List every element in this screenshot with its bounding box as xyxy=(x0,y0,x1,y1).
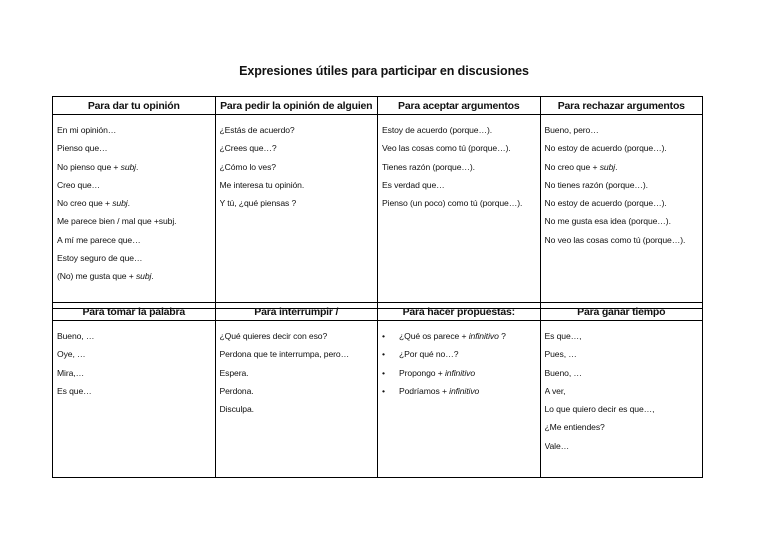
expression-text: Estoy seguro de que… xyxy=(57,253,143,264)
expression-cell xyxy=(53,321,216,478)
expression-italic: subj xyxy=(599,161,616,172)
expression-text: Es que…, xyxy=(544,331,582,341)
expression-text: Oye, … xyxy=(57,349,86,360)
expression-line xyxy=(382,382,536,400)
expression-text: No tienes razón (porque…). xyxy=(544,179,648,190)
expression-line xyxy=(382,345,536,363)
expression-line xyxy=(545,121,699,139)
expression-cell xyxy=(53,115,216,309)
expression-line xyxy=(57,194,211,212)
expression-line xyxy=(545,139,699,157)
expression-italic: infinitivo xyxy=(468,331,499,341)
expression-line xyxy=(220,176,374,194)
expression-text: Bueno, … xyxy=(544,367,582,378)
expression-text: Y tú, ¿qué piensas ? xyxy=(219,198,297,209)
expression-text: Lo que quiero decir es que…, xyxy=(544,404,655,415)
expression-text: A mí me parece que… xyxy=(57,234,141,245)
expression-line xyxy=(545,212,699,230)
expression-italic: subj xyxy=(120,161,136,172)
expression-text: ¿Cómo lo ves? xyxy=(219,161,276,172)
column-header: Para interrumpir / xyxy=(215,303,378,321)
expression-cell xyxy=(540,115,703,309)
expression-cell xyxy=(540,321,703,478)
expression-italic: infinitivo xyxy=(444,367,476,378)
expression-line xyxy=(57,121,211,139)
expression-cell xyxy=(378,321,541,478)
expression-line xyxy=(545,194,699,212)
expression-text: ¿Qué quieres decir con eso? xyxy=(219,331,328,341)
expression-line xyxy=(220,327,374,345)
column-header: Para pedir la opinión de alguien xyxy=(215,97,378,115)
expression-line xyxy=(220,158,374,176)
expression-line xyxy=(57,231,211,249)
expression-text: No pienso que + xyxy=(57,161,121,172)
expression-line xyxy=(57,382,211,400)
expression-line xyxy=(545,418,699,436)
column-header: Para ganar tiempo xyxy=(540,303,703,321)
expression-line xyxy=(545,437,699,455)
expression-line xyxy=(57,364,211,382)
expression-text: Veo las cosas como tú (porque…). xyxy=(382,143,511,154)
expression-text: No me gusta esa idea (porque…). xyxy=(544,216,671,227)
expression-line xyxy=(382,176,536,194)
expression-text: Es que… xyxy=(57,385,92,396)
expression-text: Espera. xyxy=(219,367,249,378)
expression-line xyxy=(220,364,374,382)
expression-line xyxy=(220,382,374,400)
expression-text: Es verdad que… xyxy=(382,179,445,190)
expression-line xyxy=(382,364,536,382)
expression-text: ¿Estás de acuerdo? xyxy=(219,125,295,135)
expression-text: No estoy de acuerdo (porque…). xyxy=(544,198,667,209)
document-title: Expresiones útiles para participar en discusiones xyxy=(239,64,529,78)
expression-italic: subj xyxy=(112,198,128,209)
expression-line xyxy=(220,400,374,418)
expression-line xyxy=(57,139,211,157)
expression-text: Pienso (un poco) como tú (porque…). xyxy=(382,198,523,209)
expression-line xyxy=(57,345,211,363)
expression-suffix: . xyxy=(127,198,130,209)
expression-text: Pues, … xyxy=(544,349,577,360)
expression-text: No estoy de acuerdo (porque…). xyxy=(544,143,667,154)
expression-text: ¿Por qué no…? xyxy=(399,349,459,360)
expression-cell xyxy=(378,115,541,309)
expression-line xyxy=(545,382,699,400)
expression-text: Disculpa. xyxy=(219,404,254,415)
expression-line xyxy=(57,176,211,194)
expression-text: Perdona que te interrumpa, pero… xyxy=(219,349,350,360)
expression-line xyxy=(382,194,536,212)
expression-text: En mi opinión… xyxy=(57,125,117,135)
bullet-icon: • xyxy=(382,349,385,360)
expression-text: Mira,… xyxy=(57,367,85,378)
bullet-icon: • xyxy=(382,331,385,341)
expression-line xyxy=(545,400,699,418)
column-header: Para aceptar argumentos xyxy=(378,97,541,115)
expression-text: ¿Me entiendes? xyxy=(544,422,605,433)
expression-text: A ver, xyxy=(544,385,566,396)
expression-line xyxy=(220,121,374,139)
expression-line xyxy=(545,345,699,363)
expression-text: Podríamos + xyxy=(399,385,450,396)
expression-italic: infinitivo xyxy=(449,385,480,396)
expression-text: (No) me gusta que + xyxy=(57,271,136,282)
expression-text: No creo que + xyxy=(57,198,113,209)
expression-line xyxy=(545,176,699,194)
expression-text: ¿Qué os parece + xyxy=(399,331,469,341)
opinion-expressions-table xyxy=(52,96,703,309)
expression-text: Creo que… xyxy=(57,179,101,190)
expression-text: Me interesa tu opinión. xyxy=(219,179,305,190)
expression-line xyxy=(545,231,699,249)
expression-text: Propongo + xyxy=(399,367,445,378)
expression-text: Bueno, pero… xyxy=(544,125,599,135)
expression-text: Perdona. xyxy=(219,385,254,396)
expression-cell xyxy=(215,321,378,478)
expression-line xyxy=(382,121,536,139)
expression-text: No veo las cosas como tú (porque…). xyxy=(544,234,686,245)
expression-line xyxy=(57,249,211,267)
discussion-moves-table xyxy=(52,302,703,478)
expression-line xyxy=(545,327,699,345)
expression-line xyxy=(382,158,536,176)
expression-line xyxy=(382,327,536,345)
expression-text: No creo que + xyxy=(544,161,600,172)
expression-line xyxy=(57,212,211,230)
expression-text: Pienso que… xyxy=(57,143,108,154)
expression-line xyxy=(545,158,699,176)
expression-line xyxy=(57,327,211,345)
expression-line xyxy=(220,345,374,363)
expression-text: Vale… xyxy=(544,440,570,451)
column-header: Para tomar la palabra xyxy=(53,303,216,321)
expression-line xyxy=(545,364,699,382)
expression-line xyxy=(57,267,211,285)
column-header: Para dar tu opinión xyxy=(53,97,216,115)
expression-suffix: ? xyxy=(498,331,506,341)
expression-suffix: . xyxy=(136,161,139,172)
column-header: Para hacer propuestas: xyxy=(378,303,541,321)
expression-line xyxy=(220,139,374,157)
expression-italic: subj xyxy=(135,271,152,282)
expression-text: Estoy de acuerdo (porque…). xyxy=(382,125,493,135)
expression-text: Bueno, … xyxy=(57,331,95,341)
bullet-icon: • xyxy=(382,367,385,378)
expression-cell xyxy=(215,115,378,309)
expression-text: Tienes razón (porque…). xyxy=(382,161,475,172)
expression-line xyxy=(382,139,536,157)
expression-text: Me parece bien / mal que +subj. xyxy=(57,216,177,227)
expression-text: ¿Crees que…? xyxy=(219,143,277,154)
expression-line xyxy=(220,194,374,212)
bullet-icon: • xyxy=(382,385,385,396)
expression-suffix: . xyxy=(151,271,154,282)
expression-suffix: . xyxy=(615,161,618,172)
column-header: Para rechazar argumentos xyxy=(540,97,703,115)
expression-line xyxy=(57,158,211,176)
